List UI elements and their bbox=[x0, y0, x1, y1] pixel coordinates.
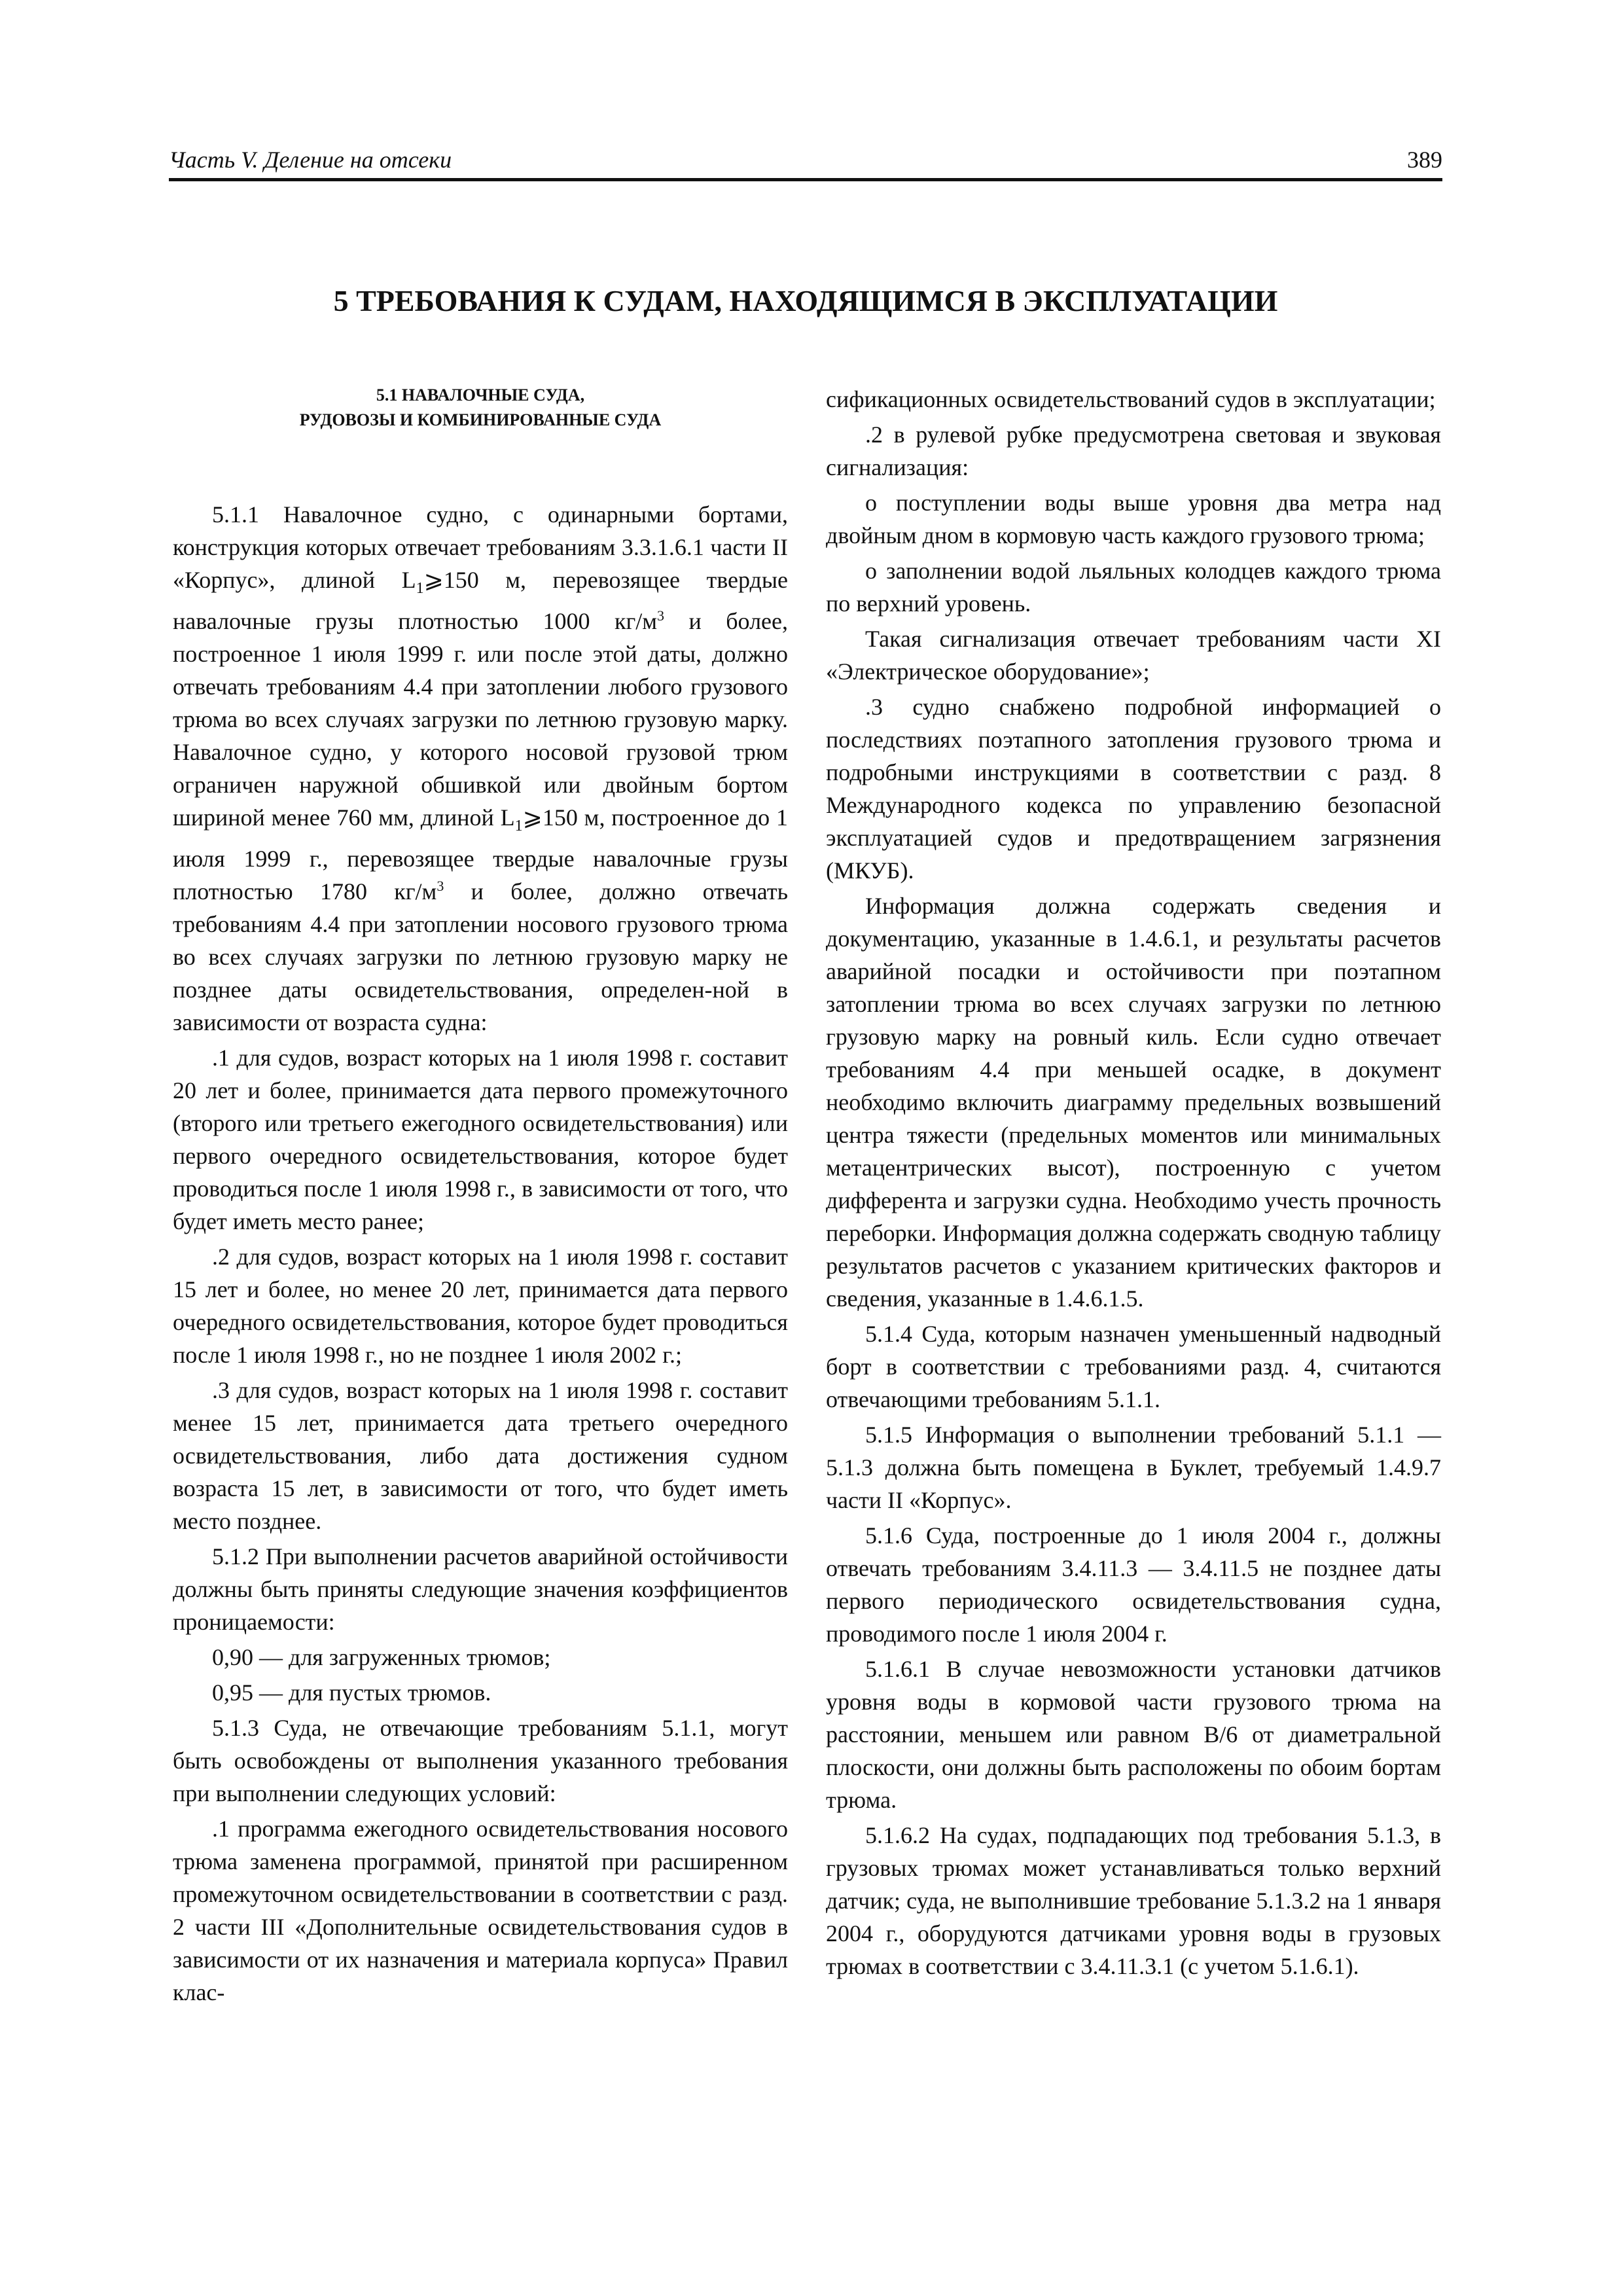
paragraph-condition-2: .2 в рулевой рубке предусмотрена световая и звуковая сигнализация: bbox=[826, 422, 1441, 480]
superscript: 3 bbox=[437, 878, 444, 895]
paragraph-5-1-3: 5.1.3 Суда, не отвечающие требованиям 5.1.1, могут быть освобождены от выполнения указанного требования при выполнении следующих условий: bbox=[173, 1715, 788, 1807]
paragraph-condition-3: .3 судно снабжено подробной информацией о последствиях поэтапного затопления грузового трюма и подробными инструкциями в соответствии с разд. 8 Международного кодекса по управлению безопасной эксплуатацией судов и предотвращением загрязнения (МКУБ). bbox=[826, 694, 1441, 884]
subscript: 1 bbox=[416, 580, 424, 598]
paragraph-information: Информация должна содержать сведения и документацию, указанные в 1.4.6.1, и результаты расчетов аварийной посадки и остойчивости при поэтапном затоплении трюма во всех случаях загрузки по летнюю грузовую марку на ровный киль. Если судно отвечает требованиям 4.4 при меньшей осадке, в документ необходимо включить диаграмму предельных возвышений центра тяжести (предельных моментов или минимальных метацентрических высот), построенную с учетом дифферента и загрузки судна. Необходимо учесть прочность переборки. Информация должна содержать сводную таблицу результатов расчетов с указанием критических факторов и сведения, указанные в 1.4.6.1.5. bbox=[826, 893, 1441, 1312]
text-run: ⩾150 м, построенное до 1 июля 1999 г., перевозящее твердые навалочные грузы плотностью 1780 кг/м bbox=[173, 804, 788, 905]
paragraph-item-3: .3 для судов, возраст которых на 1 июля 1998 г. составит менее 15 лет, принимается дата третьего очередного освидетельствования, либо дата достижения судном возраста 15 лет, в зависимости от того, что будет иметь место позднее. bbox=[173, 1377, 788, 1535]
paragraph-item-1: .1 для судов, возраст которых на 1 июля 1998 г. составит 20 лет и более, принимается дата первого промежуточного (второго или третьего ежегодного освидетельствования) или первого очередного освидетельствования, которое будет проводиться после 1 июля 1998 г., в зависимости от того, что будет иметь место ранее; bbox=[173, 1045, 788, 1235]
paragraph-permeability-empty: 0,95 — для пустых трюмов. bbox=[212, 1679, 491, 1706]
subscript: 1 bbox=[514, 817, 523, 835]
paragraph-5-1-6-1: 5.1.6.1 В случае невозможности установки датчиков уровня воды в кормовой части грузового трюма на расстоянии, меньшем или равном B/6 от диаметральной плоскости, они должны быть расположены по обоим бортам трюма. bbox=[826, 1656, 1441, 1813]
paragraph-5-1-2: 5.1.2 При выполнении расчетов аварийной остойчивости должны быть приняты следующие значения коэффициентов проницаемости: bbox=[173, 1543, 788, 1636]
paragraph-5-1-6-2: 5.1.6.2 На судах, подпадающих под требования 5.1.3, в грузовых трюмах может устанавливаться только верхний датчик; суда, не выполнившие требование 5.1.3.2 на 1 января 2004 г., оборудуются датчиками уровня воды в грузовых трюмах в соответствии с 3.4.11.3.1 (с учетом 5.1.6.1). bbox=[826, 1822, 1441, 1979]
text-run: 5.1.1 Навалочное судно, с одинарными бортами, конструкция которых отвечает требованиям 3.3.1.6.1 части II «Корпус», длиной L bbox=[173, 501, 788, 593]
paragraph-continuation: сификационных освидетельствований судов в эксплуатации; bbox=[826, 386, 1436, 412]
paragraph-5-1-6: 5.1.6 Суда, построенные до 1 июля 2004 г., должны отвечать требованиям 3.4.11.3 — 3.4.11.5 не позднее даты первого периодического освидетельствования судна, проводимого после 1 июля 2004 г. bbox=[826, 1522, 1441, 1647]
text-run: и более, должно отвечать требованиям 4.4 при затоплении носового грузового трюма во всех случаях загрузки по летнюю грузовую марку не позднее даты освидетельствования, определен-ной в зависимости от возраста судна: bbox=[173, 878, 788, 1036]
paragraph-alarm-bilge-wells: о заполнении водой льяльных колодцев каждого трюма по верхний уровень. bbox=[826, 558, 1441, 617]
paragraph-5-1-4: 5.1.4 Суда, которым назначен уменьшенный надводный борт в соответствии с требованиями разд. 4, считаются отвечающими требованиям 5.1.1. bbox=[826, 1321, 1441, 1412]
page-number: 389 bbox=[1407, 147, 1442, 173]
chapter-title: 5 ТРЕБОВАНИЯ К СУДАМ, НАХОДЯЩИМСЯ В ЭКСПЛУАТАЦИИ bbox=[333, 284, 1278, 317]
superscript: 3 bbox=[657, 607, 664, 624]
section-title-line-1: 5.1 НАВАЛОЧНЫЕ СУДА, bbox=[376, 386, 585, 404]
running-header bbox=[169, 145, 1442, 181]
left-column bbox=[173, 383, 788, 2011]
paragraph-5-1-1 bbox=[173, 498, 788, 1039]
paragraph-5-1-5: 5.1.5 Информация о выполнении требований 5.1.1 — 5.1.3 должна быть помещена в Буклет, требуемый 1.4.9.7 части II «Корпус». bbox=[826, 1422, 1441, 1513]
section-title-line-2: РУДОВОЗЫ И КОМБИНИРОВАННЫЕ СУДА bbox=[299, 410, 662, 429]
running-title: Часть V. Деление на отсеки bbox=[169, 147, 452, 173]
paragraph-condition-1: .1 программа ежегодного освидетельствования носового трюма заменена программой, принятой при расширенном промежуточном освидетельствовании в соответствии с разд. 2 части III «Дополнительные освидетельствования судов в зависимости от их назначения и материала корпуса» Правил клас- bbox=[173, 1816, 788, 2006]
paragraph-alarm-requirements: Такая сигнализация отвечает требованиям части XI «Электрическое оборудование»; bbox=[826, 626, 1441, 685]
text-run: ⩾150 м, перевозящее твердые навалочные грузы плотностью 1000 кг/м bbox=[173, 567, 788, 635]
text-run: и более, построенное 1 июля 1999 г. или после этой даты, должно отвечать требованиям 4.4 при затоплении любого грузового трюма во всех случаях загрузки по летнюю грузовую марку. Навалочное судно, у которого носовой грузовой трюм ограничен наружной обшивкой или двойным бортом шириной менее 760 мм, длиной L bbox=[173, 608, 789, 831]
paragraph-item-2: .2 для судов, возраст которых на 1 июля 1998 г. составит 15 лет и более, но менее 20 лет, принимается дата первого очередного освидетельствования, которое будет проводиться после 1 июля 1998 г., но не позднее 1 июля 2002 г.; bbox=[173, 1244, 788, 1369]
paragraph-alarm-water-level: о поступлении воды выше уровня два метра над двойным дном в кормовую часть каждого грузового трюма; bbox=[826, 490, 1441, 548]
right-column bbox=[826, 383, 1441, 1985]
paragraph-permeability-loaded: 0,90 — для загруженных трюмов; bbox=[212, 1644, 551, 1671]
section-title bbox=[173, 383, 788, 433]
